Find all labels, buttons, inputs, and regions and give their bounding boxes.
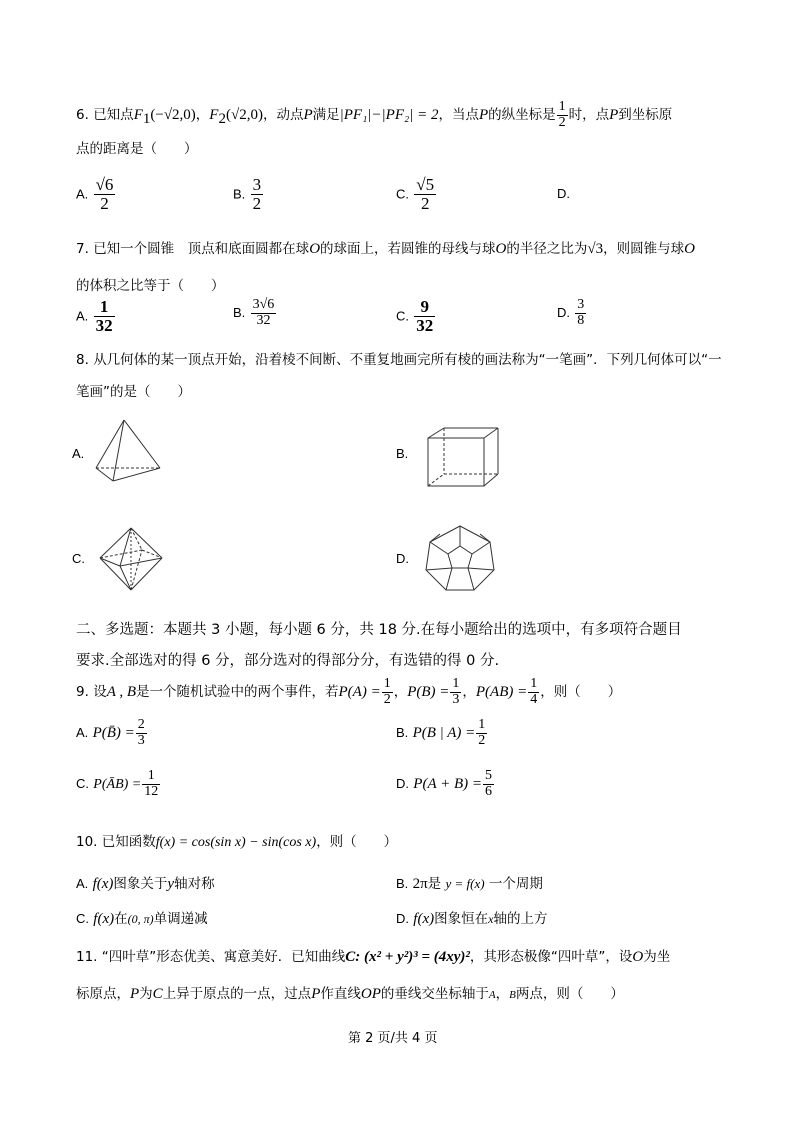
q7-line1: 7. 已知一个圆锥 顶点和底面圆都在球O的球面上，若圆锥的母线与球O的半径之比为√3，则圆锥与球O [76,241,695,257]
q6-condition: |PF₁|−|PF₂| = 2 [339,107,439,124]
cube-figure [424,426,500,490]
q9-line1: 9. 设A , B是一个随机试验中的两个事件，若P(A) = $\frac{1}{2}$ ，P(B) = $\frac{1}{3}$ ，P(AB) = $\frac{1}{4}$ ，则（ ） [76,676,622,707]
q6-option-b[interactable]: B. $\frac{3}{2}$ [233,175,262,213]
q9-option-b[interactable]: B. P(B | A) = $\frac{1}{2}$ [396,717,486,748]
q7-option-a[interactable]: A. $\frac{1}{32}$ [76,297,113,335]
q8-option-d-label[interactable]: D. [396,551,409,566]
q8-option-a-label[interactable]: A. [72,446,85,461]
section2-heading-line2: 要求.全部选对的得 6 分，部分选对的得部分分，有选错的得 0 分. [76,653,500,669]
q8-line1: 8. 从几何体的某一顶点开始，沿着棱不间断、不重复地画完所有棱的画法称为“一笔画”．下列几何体可以“一 [76,352,722,368]
q6-option-a[interactable]: A. $\frac{√6}{2}$ [76,175,114,213]
section2-heading-line1: 二、多选题：本题共 3 小题，每小题 6 分，共 18 分.在每小题给出的选项中，有多项符合题目 [76,622,682,638]
q10-option-d[interactable]: D. f(x)图象恒在x轴的上方 [396,911,548,927]
q9-option-a[interactable]: A. P(B̄) = $\frac{2}{3}$ [76,717,145,748]
q8-option-b-label[interactable]: B. [396,446,409,461]
q7-option-d[interactable]: D. $\frac{3}{8}$ [557,297,585,328]
q11-line2: 标原点，P为C上异于原点的一点，过点P作直线OP的垂线交坐标轴于A，B两点，则（ ） [76,986,624,1002]
q6-number: 6. [76,107,89,124]
q11-curve: C: (x² + y²)³ = (4xy)² [345,949,470,965]
q6-line1: 6. 已知点$F_1(-√2,0)$，$F_2(√2,0)$，动点P满足|PF₁|−|PF₂| = 2，当点P的纵坐标是 $\frac{1}{2}$ 时，点P到坐标原 [76,99,673,130]
q6-option-c[interactable]: C. $\frac{√5}{2}$ [396,175,435,213]
tetrahedron-figure [93,418,163,484]
dodecahedron-figure [424,524,496,594]
octahedron-figure [98,526,164,592]
q7-line2: 的体积之比等于（ ） [76,278,225,294]
q9-option-c[interactable]: C. P(ĀB) = $\frac{1}{12}$ [76,768,159,799]
q6-option-d[interactable]: D. [557,186,570,201]
q7-option-c[interactable]: C. $\frac{9}{32}$ [396,297,434,335]
q10-option-c[interactable]: C. f(x)在(0, π)单调递减 [76,911,208,927]
q8-line2: 笔画”的是（ ） [76,384,191,400]
q8-option-c-label[interactable]: C. [72,551,85,566]
q7-option-b[interactable]: B. $\frac{3√6}{32}$ [233,297,275,328]
q10-option-b[interactable]: B. 2π是 y = f(x) 一个周期 [396,876,543,892]
q10-line1: 10. 已知函数f(x) = cos(sin x) − sin(cos x)，则（ ） [76,834,398,850]
q10-function: f(x) = cos(sin x) − sin(cos x) [155,835,317,850]
page-footer: 第 2 页/共 4 页 [348,1031,438,1046]
q6-line2: 点的距离是（ ） [76,141,198,157]
q11-line1: 11. “四叶草”形态优美、寓意美好．已知曲线C: (x² + y²)³ = (4xy)²，其形态极像“四叶草”，设O为坐 [76,949,671,965]
q9-option-d[interactable]: D. P(A + B) = $\frac{5}{6}$ [396,768,492,799]
q10-option-a[interactable]: A. f(x)图象关于y轴对称 [76,876,215,892]
